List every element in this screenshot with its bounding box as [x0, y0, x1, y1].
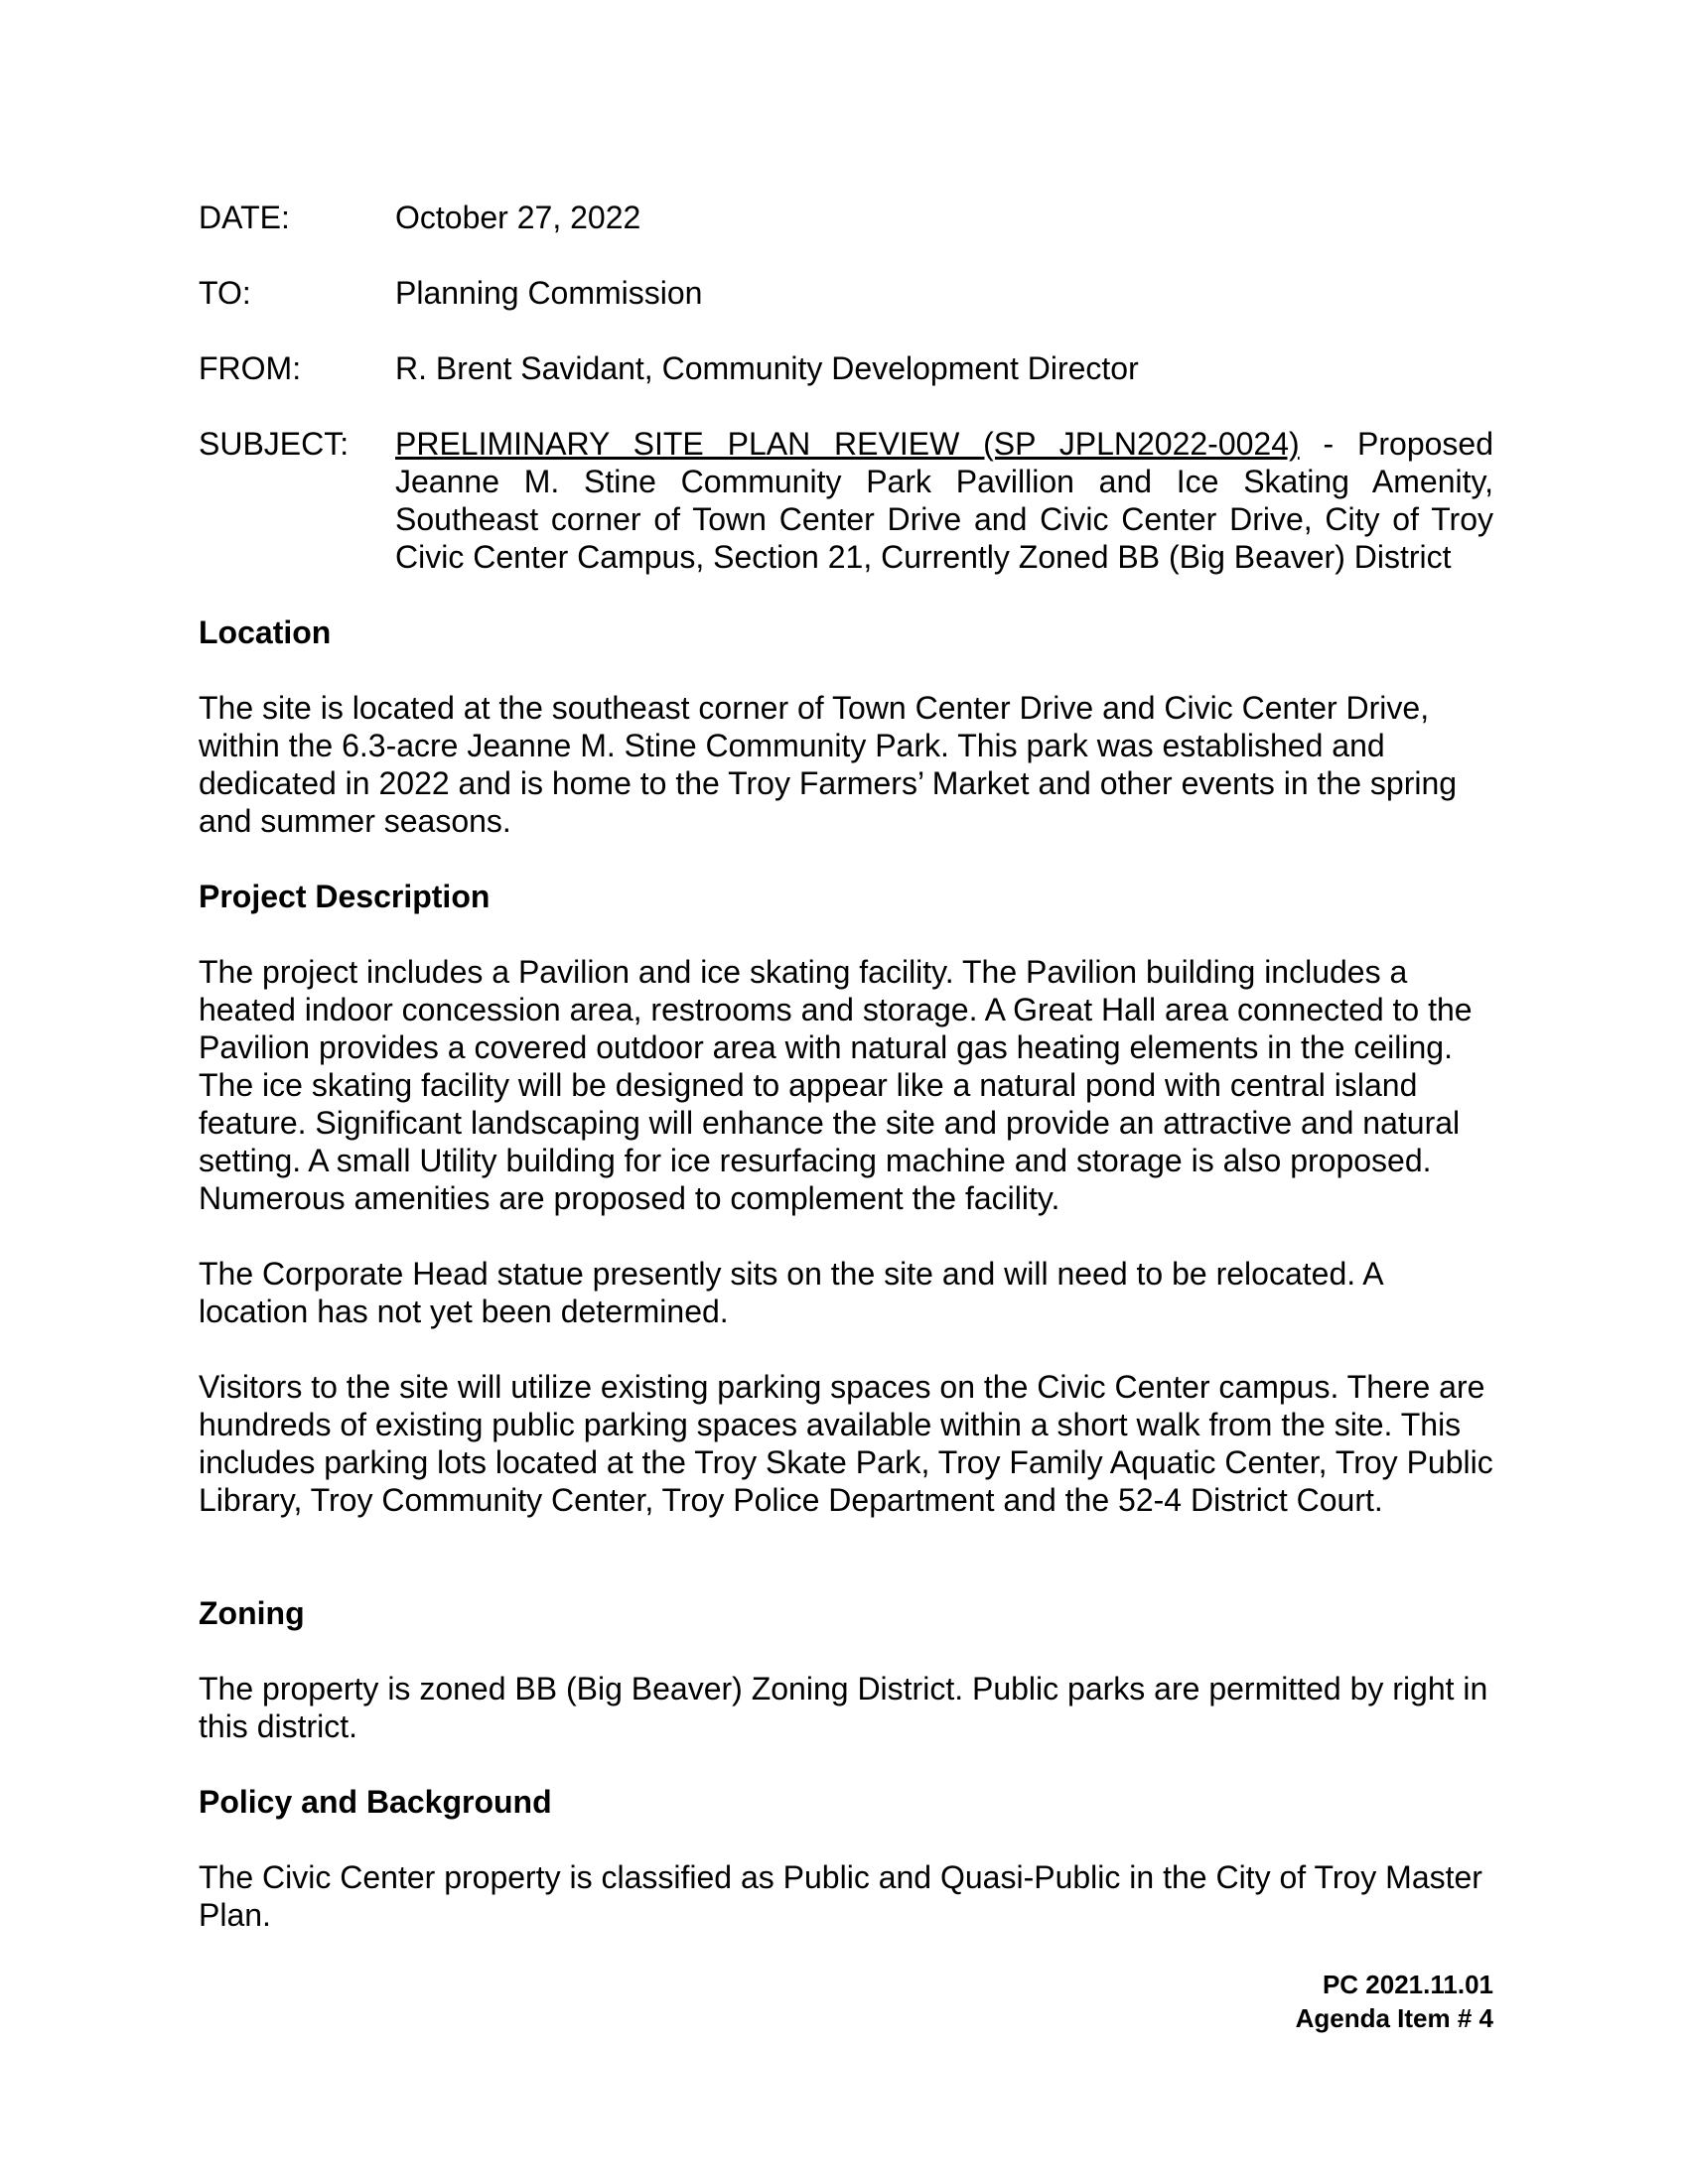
subject-value [395, 425, 1493, 576]
policy-heading: Policy and Background [199, 1784, 552, 1820]
to-label: TO: [199, 275, 251, 311]
footer-code: PC 2021.11.01 [1322, 1970, 1493, 1999]
date-label: DATE: [199, 200, 290, 235]
project-paragraph-3: Visitors to the site will utilize existing parking spaces on the Civic Center campus. There are hundreds of existing public parking spaces available within a short walk from the site. This includes parking lots located at the Troy Skate Park, Troy Family Aquatic Center, Troy Public Library, Troy Community Center, Troy Police Department and the 52-4 District Court. [199, 1369, 1493, 1518]
to-value: Planning Commission [395, 275, 703, 311]
memo-page [199, 0, 1493, 2184]
zoning-heading: Zoning [199, 1595, 305, 1631]
subject-description: - Proposed Jeanne M. Stine Community Park Pavillion and Ice Skating Amenity, Southeast corner of Town Center Drive and Civic Center Drive, City of Troy Civic Center Campus, Section 21, Currently Zoned BB (Big Beaver) District [395, 426, 1494, 575]
project-description-heading: Project Description [199, 879, 491, 914]
project-paragraph-1: The project includes a Pavilion and ice skating facility. The Pavilion building includes a heated indoor concession area, restrooms and storage. A Great Hall area connected to the Pavilion provides a covered outdoor area with natural gas heating elements in the ceiling. The ice skating facility will be designed to appear like a natural pond with central island feature. Significant landscaping will enhance the site and provide an attractive and natural setting. A small Utility building for ice resurfacing machine and storage is also proposed. Numerous amenities are proposed to complement the facility. [199, 954, 1473, 1216]
subject-title: PRELIMINARY SITE PLAN REVIEW (SP JPLN2022-0024) [395, 426, 1300, 462]
location-heading: Location [199, 614, 332, 650]
from-label: FROM: [199, 350, 302, 386]
policy-paragraph: The Civic Center property is classified as Public and Quasi-Public in the City of Troy Master Plan. [199, 1859, 1482, 1933]
zoning-paragraph: The property is zoned BB (Big Beaver) Zoning District. Public parks are permitted by right in this district. [199, 1671, 1488, 1744]
location-paragraph: The site is located at the southeast corner of Town Center Drive and Civic Center Drive, within the 6.3-acre Jeanne M. Stine Community Park. This park was established and dedicated in 2022 and is home to the Troy Farmers’ Market and other events in the spring and summer seasons. [199, 690, 1458, 839]
footer-agenda-item: Agenda Item # 4 [1295, 2003, 1493, 2033]
from-value: R. Brent Savidant, Community Development Director [395, 350, 1139, 386]
agenda-footer [1096, 1968, 1493, 2035]
date-value: October 27, 2022 [395, 200, 641, 235]
subject-label: SUBJECT: [199, 426, 350, 462]
project-paragraph-2: The Corporate Head statue presently sits on the site and will need to be relocated. A location has not yet been determined. [199, 1256, 1382, 1329]
